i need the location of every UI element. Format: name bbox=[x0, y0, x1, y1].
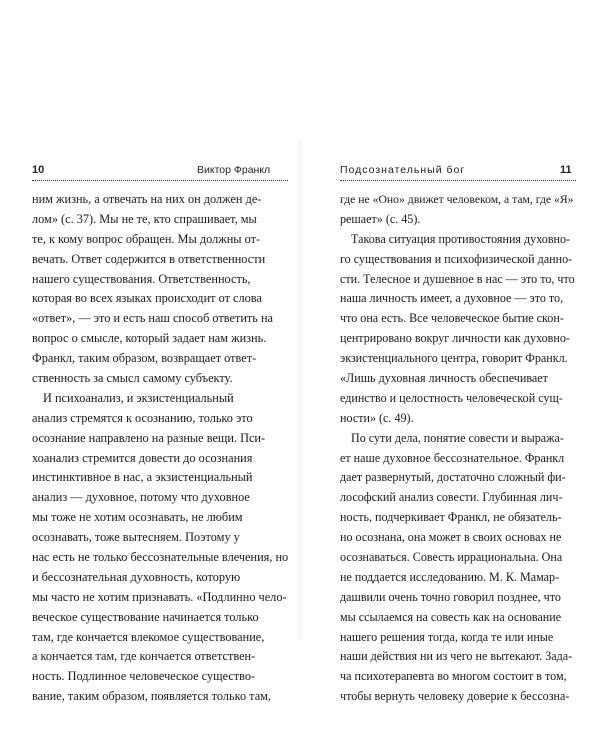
text-line: но осознана, она может в своих основах не bbox=[340, 530, 562, 545]
body-text bbox=[340, 190, 576, 707]
text-line: чтобы вернуть человеку доверие к бессозна- bbox=[340, 689, 570, 704]
text-line: ча психотерапевта во многом состоит в том, bbox=[340, 669, 567, 684]
text-line: нашего решения тогда, когда те или иные bbox=[340, 629, 554, 644]
text-line: где не «Оно» движет человеком, а там, где «Я» bbox=[340, 193, 574, 206]
text-line: что она есть. Все человеческое бытие скон- bbox=[340, 311, 564, 326]
text-line: анализ — духовное, потому что духовное bbox=[32, 490, 250, 505]
text-line: «Лишь духовная личность обеспечивает bbox=[340, 371, 548, 386]
text-line: лом» (с. 37). Мы не те, кто спрашивает, мы bbox=[32, 211, 257, 226]
text-line: и бессознательная духовность, которую bbox=[32, 569, 241, 584]
running-title: Виктор Франкл bbox=[197, 164, 271, 176]
text-line: нас есть не только бессознательные влечения, но bbox=[32, 550, 289, 565]
text-line: И психоанализ, и экзистенциальный bbox=[43, 390, 234, 405]
text-line: экзистенциального центра, говорит Франкл. bbox=[340, 351, 568, 366]
text-line: лософский анализ совести. Глубинная лич- bbox=[340, 490, 563, 505]
text-line: «ответ», — это и есть наш способ ответить на bbox=[32, 311, 274, 326]
text-line: решает» (с. 45). bbox=[340, 211, 421, 226]
text-line: а кончается там, где кончается ответствен- bbox=[32, 649, 256, 664]
text-line: нашего существования. Ответственность, bbox=[32, 271, 251, 286]
text-line: инстинктивное в нас, а экзистенциальный bbox=[32, 470, 253, 485]
text-line: ность. Подлинное человеческое существо- bbox=[32, 669, 256, 684]
text-line: сти. Телесное и душевное в нас — это то, что bbox=[340, 271, 575, 286]
text-line: те, к кому вопрос обращен. Мы должны от- bbox=[32, 231, 261, 246]
text-line: анализ стремятся к осознанию, только это bbox=[32, 410, 253, 425]
text-line: дает развернутый, достаточно сложный фи- bbox=[340, 470, 566, 485]
dotted-rule bbox=[32, 180, 288, 181]
dotted-rule bbox=[340, 180, 576, 181]
text-line: осознавать, тоже вытесняем. Поэтому у bbox=[32, 530, 240, 545]
text-line: там, где кончается влекомое существование, bbox=[32, 629, 265, 644]
text-line: Франкл, таким образом, возвращает ответ- bbox=[32, 351, 257, 366]
text-line: ним жизнь, а отвечать на них он должен де- bbox=[32, 192, 262, 206]
text-line: хоанализ стремится довести до осознания bbox=[32, 450, 253, 465]
text-line: Такова ситуация противостояния духовно- bbox=[351, 231, 571, 246]
text-line: ственность за смысл самому субъекту. bbox=[32, 371, 233, 386]
text-line: мы тоже не хотим осознавать, не любим bbox=[32, 510, 243, 525]
text-line: вечать. Ответ содержится в ответственности bbox=[32, 251, 266, 266]
text-line: осознаваться. Совесть иррациональна. Она bbox=[340, 550, 563, 565]
text-line: единство и целостность человеческой сущ- bbox=[340, 390, 563, 405]
text-line: наша личность имеет, а духовное — это то, bbox=[340, 291, 564, 306]
text-line: ность, подчеркивает Франкл, не обязатель- bbox=[340, 510, 562, 525]
page-number: 11 bbox=[560, 164, 572, 176]
text-line: осознание направлено на разные вещи. Пси- bbox=[32, 430, 266, 445]
right-page bbox=[300, 0, 600, 750]
text-line: ет наше духовное бессознательное. Франкл bbox=[340, 450, 565, 465]
text-line: не поддается исследованию. М. К. Мамар- bbox=[340, 569, 560, 584]
text-line: го существования и психофизической данно- bbox=[340, 251, 573, 266]
text-line: которая во всех языках происходит от слова bbox=[32, 291, 262, 306]
text-line: наши действия ни из чего не вытекают. Зада- bbox=[340, 649, 573, 664]
body-text bbox=[32, 190, 288, 707]
page-number: 10 bbox=[32, 164, 45, 176]
text-line: По сути дела, понятие совести и выража- bbox=[351, 430, 564, 445]
text-line: вопрос о смысле, который задает нам жизнь. bbox=[32, 331, 267, 346]
text-line: центрировано вокруг личности как духовно- bbox=[340, 331, 570, 346]
text-line: ности» (с. 49). bbox=[340, 410, 414, 425]
text-line: вание, таким образом, появляется только там, bbox=[32, 689, 272, 704]
text-line: веческое существование начинается только bbox=[32, 609, 259, 624]
text-line: мы ссылаемся на совесть как на основание bbox=[340, 609, 562, 624]
running-title: Подсознательный бог bbox=[340, 164, 466, 176]
text-line: мы часто не хотим признавать. «Подлинно чело- bbox=[32, 589, 287, 604]
text-line: дашвили очень точно говорил позднее, что bbox=[340, 589, 561, 604]
